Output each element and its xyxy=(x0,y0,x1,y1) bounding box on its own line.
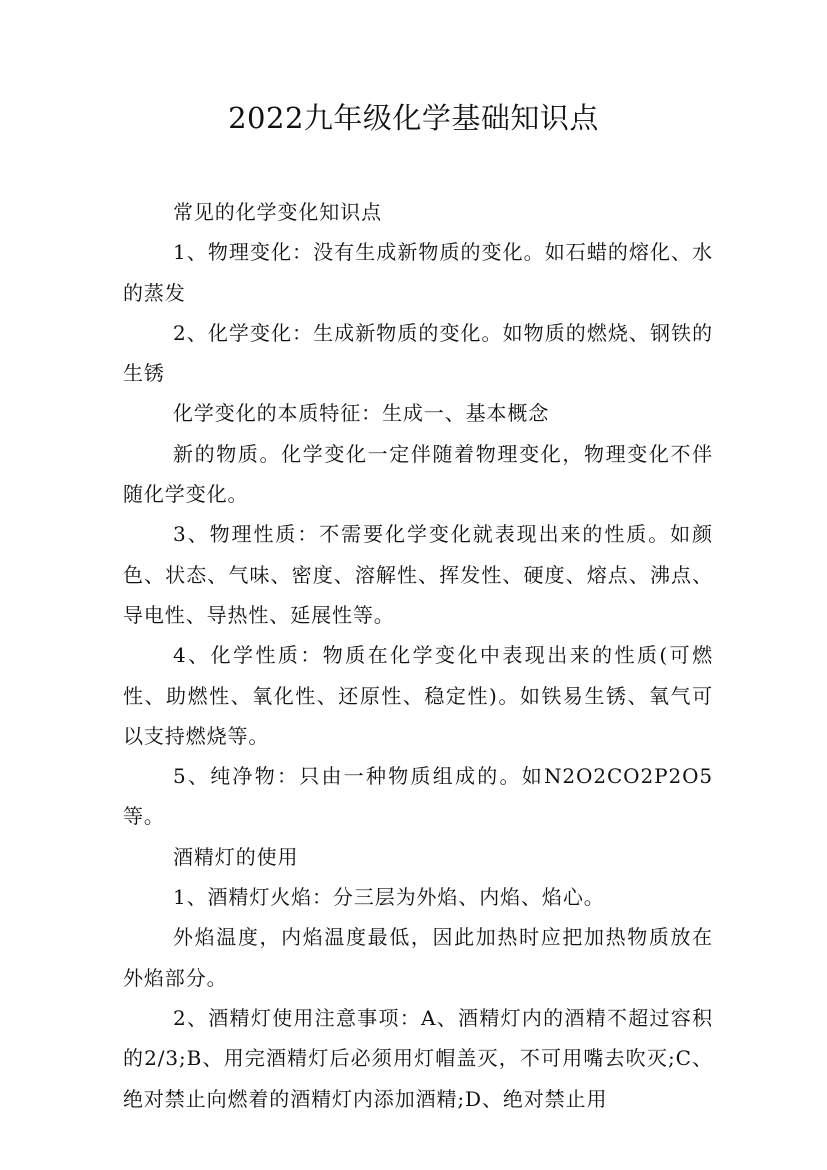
paragraph-heading-alcohol-lamp: 酒精灯的使用 xyxy=(173,844,299,869)
paragraph-outer-flame: 外焰温度，内焰温度最低，因此加热时应把加热物质放在外焰部分。 xyxy=(123,925,713,990)
paragraph-physical-property: 3、物理性质：不需要化学变化就表现出来的性质。如颜色、状态、气味、密度、溶解性、挥发性、硬度、熔点、沸点、导电性、导热性、延展性等。 xyxy=(123,522,713,627)
paragraph-chemical-property: 4、化学性质：物质在化学变化中表现出来的性质(可燃性、助燃性、氧化性、还原性、稳定性)。如铁易生锈、氧气可以支持燃烧等。 xyxy=(123,643,713,748)
paragraph-chemical-change: 2、化学变化：生成新物质的变化。如物质的燃烧、钢铁的生锈 xyxy=(123,320,713,386)
paragraph-new-substance: 新的物质。化学变化一定伴随着物理变化，物理变化不伴随化学变化。 xyxy=(123,441,713,507)
paragraph-pure-substance: 5、纯净物：只由一种物质组成的。如N2O2CO2P2O5等。 xyxy=(123,764,713,829)
paragraph-physical-change: 1、物理变化：没有生成新物质的变化。如石蜡的熔化、水的蒸发 xyxy=(123,240,713,305)
paragraph-usage-precautions: 2、酒精灯使用注意事项：A、酒精灯内的酒精不超过容积的2/3;B、用完酒精灯后必须用灯帽盖灭，不可用嘴去吹灭;C、绝对禁止向燃着的酒精灯内添加酒精;D、绝对禁止用 xyxy=(123,1005,713,1111)
document-body xyxy=(123,192,713,1119)
document-title: 2022九年级化学基础知识点 xyxy=(228,101,599,135)
paragraph-essential-feature: 化学变化的本质特征：生成一、基本概念 xyxy=(173,401,550,426)
paragraph-heading-chemical-changes: 常见的化学变化知识点 xyxy=(173,200,382,224)
paragraph-flame-layers: 1、酒精灯火焰：分三层为外焰、内焰、焰心。 xyxy=(173,885,605,910)
